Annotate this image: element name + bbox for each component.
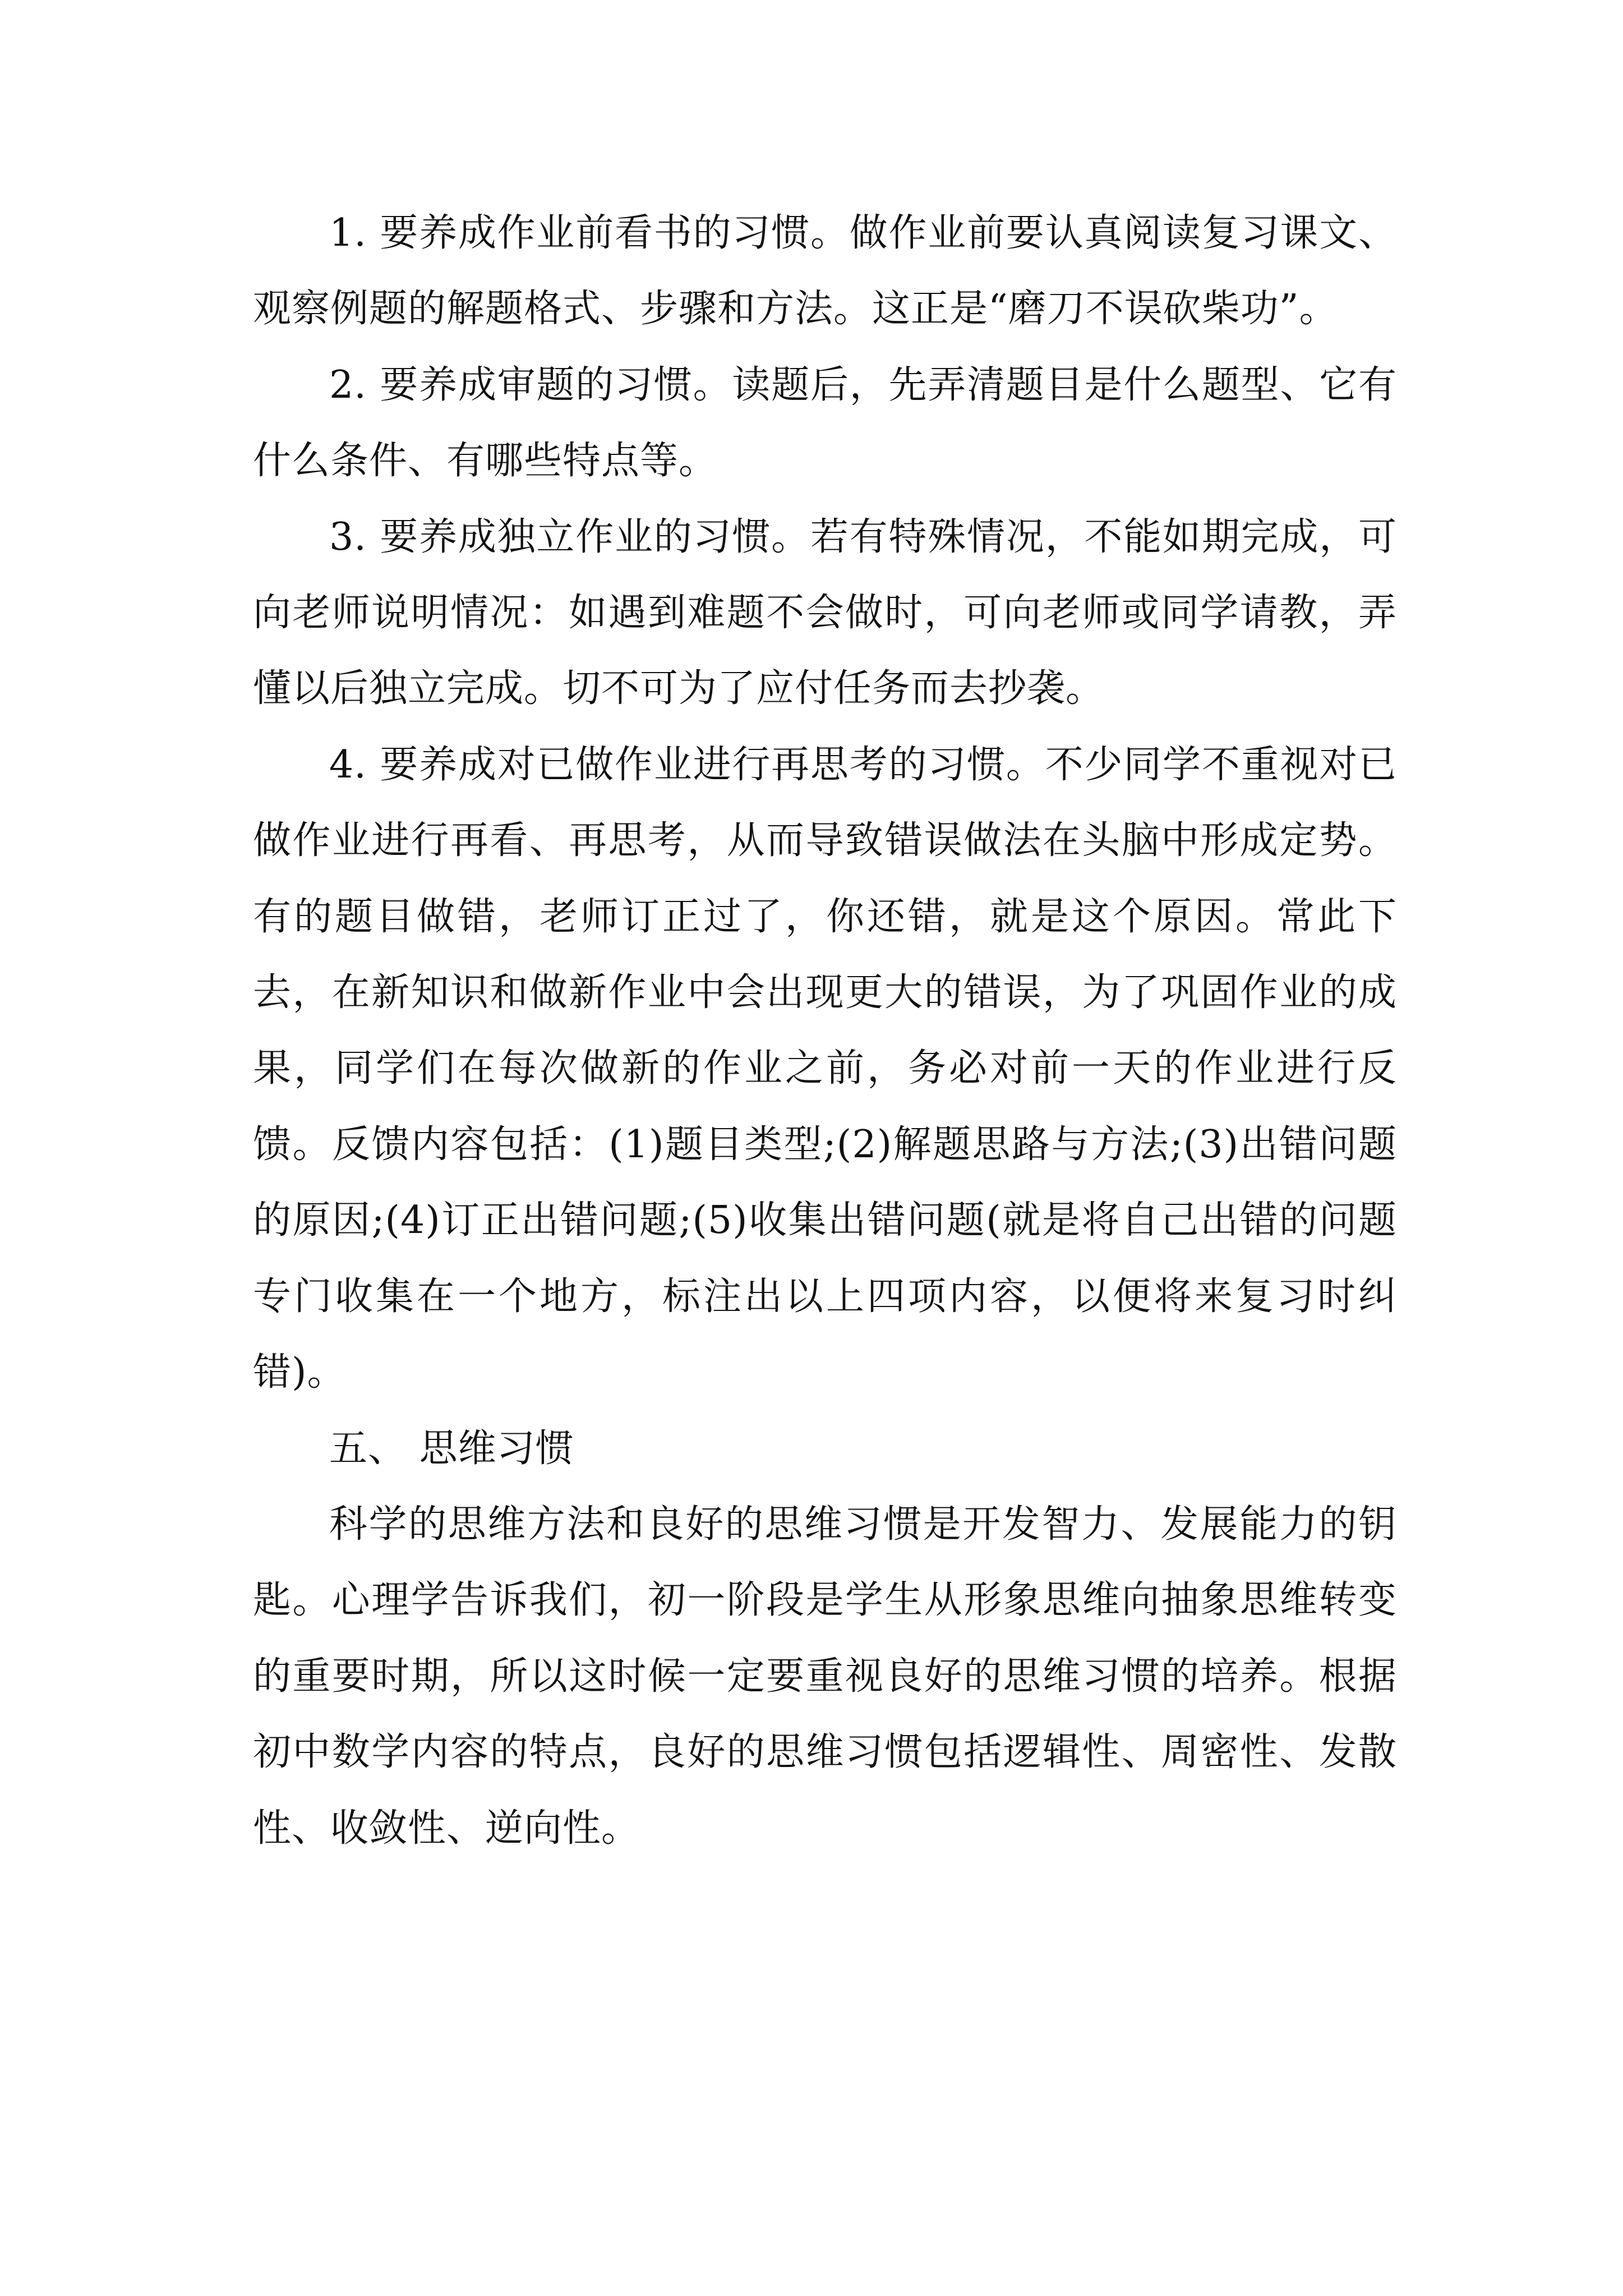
paragraph-habit-3: 3. 要养成独立作业的习惯。若有特殊情况，不能如期完成，可向老师说明情况：如遇到难题不会做时，可向老师或同学请教，弄懂以后独立完成。切不可为了应付任务而去抄袭。 bbox=[253, 514, 1397, 711]
paragraph-habit-2: 2. 要养成审题的习惯。读题后，先弄清题目是什么题型、它有什么条件、有哪些特点等。 bbox=[253, 362, 1397, 484]
section-heading: 五、 思维习惯 bbox=[329, 1426, 574, 1471]
document-body bbox=[253, 195, 1397, 1866]
paragraph-habit-1: 1. 要养成作业前看书的习惯。做作业前要认真阅读复习课文、观察例题的解题格式、步骤和方法。这正是“磨刀不误砍柴功”。 bbox=[253, 211, 1397, 332]
paragraph-habit-4: 4. 要养成对已做作业进行再思考的习惯。不少同学不重视对已做作业进行再看、再思考，从而导致错误做法在头脑中形成定势。有的题目做错，老师订正过了，你还错，就是这个原因。常此下去，在新知识和做新作业中会出现更大的错误，为了巩固作业的成果，同学们在每次做新的作业之前，务必对前一天的作业进行反馈。反馈内容包括：(1)题目类型;(2)解题思路与方法;(3)出错问题的原因;(4)订正出错问题;(5)收集出错问题(就是将自己出错的问题专门收集在一个地方，标注出以上四项内容，以便将来复习时纠错)。 bbox=[253, 742, 1397, 1395]
paragraph-thinking-habits: 科学的思维方法和良好的思维习惯是开发智力、发展能力的钥匙。心理学告诉我们，初一阶段是学生从形象思维向抽象思维转变的重要时期，所以这时候一定要重视良好的思维习惯的培养。根据初中数学内容的特点，良好的思维习惯包括逻辑性、周密性、发散性、收敛性、逆向性。 bbox=[253, 1502, 1397, 1851]
